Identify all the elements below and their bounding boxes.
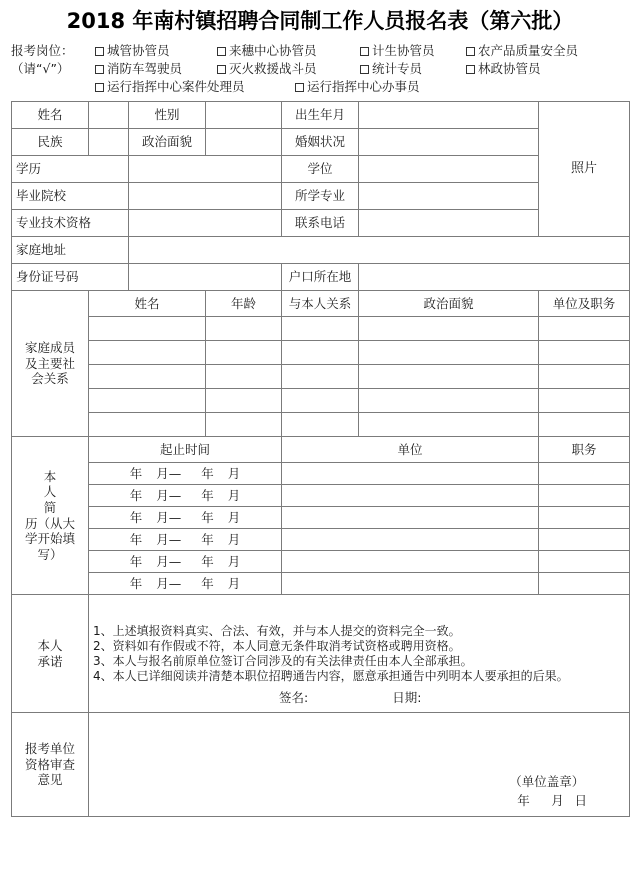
family-cell-age[interactable] — [206, 341, 282, 365]
family-label-line-3: 会关系 — [31, 371, 69, 387]
page-title: 2018 年南村镇招聘合同制工作人员报名表（第六批） — [66, 9, 574, 33]
family-section-label — [12, 291, 89, 437]
year-char-end: 年 — [201, 575, 214, 591]
pledge-item-4: 4、本人已详细阅读并清楚本职位招聘通告内容，愿意承担通告中列明本人要承担的后果。 — [93, 668, 569, 683]
month-char-end: 月 — [227, 531, 241, 547]
field-birth[interactable] — [359, 102, 539, 129]
family-cell-age[interactable] — [206, 413, 282, 437]
position-label: 消防车驾驶员 — [107, 61, 183, 76]
resume-cell-period[interactable] — [89, 485, 282, 507]
resume-table-row — [12, 573, 630, 595]
family-table-row — [12, 341, 630, 365]
resume-label-line-6: 写） — [37, 546, 63, 562]
position-label: 统计专员 — [372, 61, 423, 76]
review-label-line-3: 意见 — [37, 772, 63, 788]
checkbox-icon[interactable] — [95, 47, 104, 56]
pledge-item-1: 1、上述填报资料真实、合法、有效，并与本人提交的资料完全一致。 — [93, 623, 461, 638]
year-char-start: 年 — [129, 575, 143, 591]
table-row-school — [12, 183, 630, 210]
family-header-row — [12, 291, 630, 317]
resume-col-period: 起止时间 — [89, 437, 282, 463]
resume-col-unit: 单位 — [282, 437, 539, 463]
label-phone: 联系电话 — [282, 210, 359, 237]
review-label-line-1: 报考单位 — [24, 741, 75, 757]
family-col-relation: 与本人关系 — [282, 291, 359, 317]
resume-cell-period[interactable] — [89, 551, 282, 573]
month-char-start: 月 — [156, 509, 169, 525]
year-char-start: 年 — [129, 531, 143, 547]
resume-table-row — [12, 463, 630, 485]
resume-cell-unit[interactable] — [282, 573, 539, 595]
pledge-label-line-1: 本人 — [37, 637, 63, 653]
month-char-start: 月 — [156, 531, 169, 547]
resume-cell-period[interactable] — [89, 507, 282, 529]
family-cell-political[interactable] — [359, 389, 539, 413]
family-cell-unit[interactable] — [539, 413, 630, 437]
table-row-qualification — [12, 210, 630, 237]
label-qualification: 专业技术资格 — [12, 210, 129, 237]
label-marital-status: 婚姻状况 — [282, 129, 359, 156]
label-degree: 学位 — [282, 156, 359, 183]
label-ethnicity: 民族 — [12, 129, 89, 156]
month-char-start: 月 — [156, 487, 169, 503]
checkbox-icon[interactable] — [95, 65, 104, 74]
family-cell-name[interactable] — [89, 317, 206, 341]
family-col-political: 政治面貌 — [359, 291, 539, 317]
field-name[interactable] — [89, 102, 129, 129]
position-checkbox-laisui[interactable] — [217, 42, 360, 60]
family-cell-political[interactable] — [359, 413, 539, 437]
pledge-row — [12, 595, 630, 713]
resume-table-row — [12, 485, 630, 507]
family-cell-age[interactable] — [206, 317, 282, 341]
label-political-status: 政治面貌 — [129, 129, 206, 156]
field-phone[interactable] — [359, 210, 539, 237]
checkbox-icon[interactable] — [217, 65, 226, 74]
table-row-address — [12, 237, 630, 264]
pledge-section-label — [12, 595, 89, 713]
resume-cell-title[interactable] — [539, 507, 630, 529]
family-col-age: 年龄 — [206, 291, 282, 317]
seal-area — [506, 772, 587, 810]
position-selection-block — [11, 42, 629, 101]
field-political-status[interactable] — [206, 129, 282, 156]
family-cell-unit[interactable] — [539, 389, 630, 413]
position-row-2 — [11, 60, 629, 78]
dash-char: — — [168, 575, 182, 591]
seal-label: （单位盖章） — [509, 774, 585, 789]
position-label: 林政协管员 — [478, 61, 541, 76]
family-cell-age[interactable] — [206, 389, 282, 413]
resume-label-line-1: 本 — [43, 468, 57, 484]
checkbox-icon[interactable] — [295, 83, 304, 92]
family-label-line-1: 家庭成员 — [24, 340, 75, 356]
position-row-3 — [11, 78, 629, 96]
review-row — [12, 713, 630, 817]
family-cell-relation[interactable] — [282, 413, 359, 437]
year-char-start: 年 — [129, 487, 143, 503]
checkbox-icon[interactable] — [360, 65, 369, 74]
resume-section-label — [12, 437, 89, 595]
family-col-name: 姓名 — [89, 291, 206, 317]
signature-row — [89, 690, 629, 706]
label-education: 学历 — [12, 156, 129, 183]
family-cell-political[interactable] — [359, 317, 539, 341]
resume-cell-unit[interactable] — [282, 485, 539, 507]
family-cell-relation[interactable] — [282, 317, 359, 341]
month-char-start: 月 — [156, 575, 169, 591]
position-checkbox-tongji[interactable] — [360, 60, 466, 78]
family-cell-unit[interactable] — [539, 365, 630, 389]
seal-month-char: 月 — [551, 793, 564, 808]
position-checkbox-banshiyuan[interactable] — [295, 78, 420, 96]
dash-char: — — [168, 553, 182, 569]
family-cell-political[interactable] — [359, 341, 539, 365]
pledge-item-2: 2、资料如有作假或不符，本人同意无条件取消考试资格或聘用资格。 — [93, 638, 461, 653]
month-char-end: 月 — [227, 575, 241, 591]
year-char-end: 年 — [201, 553, 214, 569]
position-checkbox-xiaofangche[interactable] — [95, 60, 217, 78]
resume-cell-unit[interactable] — [282, 463, 539, 485]
field-gender[interactable] — [206, 102, 282, 129]
field-address[interactable] — [129, 237, 630, 264]
checkbox-icon[interactable] — [95, 83, 104, 92]
checkbox-icon[interactable] — [466, 47, 475, 56]
position-lead-label: 报考岗位： — [11, 43, 74, 58]
family-table-row — [12, 365, 630, 389]
resume-cell-unit[interactable] — [282, 551, 539, 573]
resume-cell-title[interactable] — [539, 551, 630, 573]
family-table-row — [12, 413, 630, 437]
resume-table-row — [12, 507, 630, 529]
month-char-end: 月 — [227, 487, 241, 503]
resume-cell-period[interactable] — [89, 463, 282, 485]
field-marital-status[interactable] — [359, 129, 539, 156]
position-label: 运行指挥中心办事员 — [307, 79, 420, 94]
position-label: 来穗中心协管员 — [229, 43, 317, 58]
signature-label[interactable]: 签名: — [279, 690, 309, 706]
resume-cell-period[interactable] — [89, 529, 282, 551]
dash-char: — — [168, 531, 182, 547]
resume-header-row — [12, 437, 630, 463]
review-section-label — [12, 713, 89, 817]
dash-char: — — [168, 509, 182, 525]
resume-table-row — [12, 529, 630, 551]
year-char-end: 年 — [201, 487, 214, 503]
seal-year-char: 年 — [517, 793, 530, 808]
resume-col-title: 职务 — [539, 437, 630, 463]
field-id-number[interactable] — [129, 264, 282, 291]
label-school: 毕业院校 — [12, 183, 129, 210]
pledge-label-line-2: 承诺 — [37, 653, 63, 669]
year-char-start: 年 — [129, 465, 143, 481]
resume-cell-title[interactable] — [539, 463, 630, 485]
position-checkbox-nongchanpin[interactable] — [466, 42, 578, 60]
table-row-ethnicity — [12, 129, 630, 156]
resume-cell-unit[interactable] — [282, 507, 539, 529]
family-cell-age[interactable] — [206, 365, 282, 389]
position-checkbox-jisheng[interactable] — [360, 42, 466, 60]
family-cell-unit[interactable] — [539, 341, 630, 365]
family-table-row — [12, 389, 630, 413]
year-char-start: 年 — [129, 509, 143, 525]
field-qualification[interactable] — [129, 210, 282, 237]
position-checkbox-anjianchuli[interactable] — [95, 78, 295, 96]
month-char-end: 月 — [227, 465, 241, 481]
year-char-end: 年 — [201, 465, 214, 481]
family-cell-political[interactable] — [359, 365, 539, 389]
checkbox-icon[interactable] — [466, 65, 475, 74]
family-label-line-2: 及主要社 — [24, 355, 75, 371]
label-household: 户口所在地 — [282, 264, 359, 291]
field-ethnicity[interactable] — [89, 129, 129, 156]
label-gender: 性别 — [129, 102, 206, 129]
field-degree[interactable] — [359, 156, 539, 183]
label-birth: 出生年月 — [282, 102, 359, 129]
position-label: 农产品质量安全员 — [478, 43, 579, 58]
label-id-number: 身份证号码 — [12, 264, 129, 291]
table-row-name — [12, 102, 630, 129]
table-row-id-number — [12, 264, 630, 291]
resume-cell-unit[interactable] — [282, 529, 539, 551]
resume-label-line-2: 人 — [43, 484, 57, 500]
pledge-content — [89, 595, 630, 713]
field-major[interactable] — [359, 183, 539, 210]
position-hint-label: （请“√”） — [11, 61, 70, 76]
field-education[interactable] — [129, 156, 282, 183]
month-char-end: 月 — [227, 509, 241, 525]
review-label-line-2: 资格审查 — [24, 756, 75, 772]
resume-cell-title[interactable] — [539, 529, 630, 551]
year-char-end: 年 — [201, 509, 214, 525]
position-row-1 — [11, 42, 629, 60]
review-content[interactable] — [89, 713, 630, 817]
month-char-end: 月 — [227, 553, 241, 569]
family-cell-name[interactable] — [89, 413, 206, 437]
family-cell-name[interactable] — [89, 389, 206, 413]
family-table-row — [12, 317, 630, 341]
family-cell-name[interactable] — [89, 365, 206, 389]
family-cell-name[interactable] — [89, 341, 206, 365]
seal-date-row[interactable] — [506, 791, 587, 810]
year-char-start: 年 — [129, 553, 143, 569]
pledge-item-3: 3、本人与报名前原单位签订合同涉及的有关法律责任由本人全部承担。 — [93, 653, 473, 668]
resume-cell-period[interactable] — [89, 573, 282, 595]
position-label: 运行指挥中心案件处理员 — [107, 79, 245, 94]
family-cell-relation[interactable] — [282, 341, 359, 365]
position-label: 计生协管员 — [372, 43, 435, 58]
position-label: 城管协管员 — [107, 43, 170, 58]
photo-placeholder[interactable]: 照片 — [539, 102, 630, 237]
signature-date-label[interactable]: 日期: — [392, 690, 422, 706]
label-name: 姓名 — [12, 102, 89, 129]
checkbox-icon[interactable] — [360, 47, 369, 56]
field-school[interactable] — [129, 183, 282, 210]
checkbox-icon[interactable] — [217, 47, 226, 56]
label-address: 家庭地址 — [12, 237, 129, 264]
position-checkbox-miehuo[interactable] — [217, 60, 360, 78]
family-cell-unit[interactable] — [539, 317, 630, 341]
position-checkbox-linzheng[interactable] — [466, 60, 541, 78]
family-col-unit: 单位及职务 — [539, 291, 630, 317]
resume-label-line-5: 学开始填 — [24, 531, 75, 547]
resume-table-row — [12, 551, 630, 573]
field-household[interactable] — [359, 264, 630, 291]
dash-char: — — [168, 487, 182, 503]
resume-label-line-4: 历（从大 — [24, 515, 75, 531]
resume-label-line-3: 简 — [43, 499, 57, 515]
label-major: 所学专业 — [282, 183, 359, 210]
table-row-education — [12, 156, 630, 183]
seal-day-char: 日 — [574, 793, 587, 808]
family-cell-relation[interactable] — [282, 389, 359, 413]
resume-cell-title[interactable] — [539, 573, 630, 595]
application-form-table — [11, 101, 630, 817]
resume-cell-title[interactable] — [539, 485, 630, 507]
month-char-start: 月 — [156, 553, 169, 569]
dash-char: — — [168, 465, 182, 481]
month-char-start: 月 — [156, 465, 169, 481]
position-label: 灭火救援战斗员 — [229, 61, 317, 76]
position-checkbox-chengguan[interactable] — [95, 42, 217, 60]
family-cell-relation[interactable] — [282, 365, 359, 389]
year-char-end: 年 — [201, 531, 214, 547]
